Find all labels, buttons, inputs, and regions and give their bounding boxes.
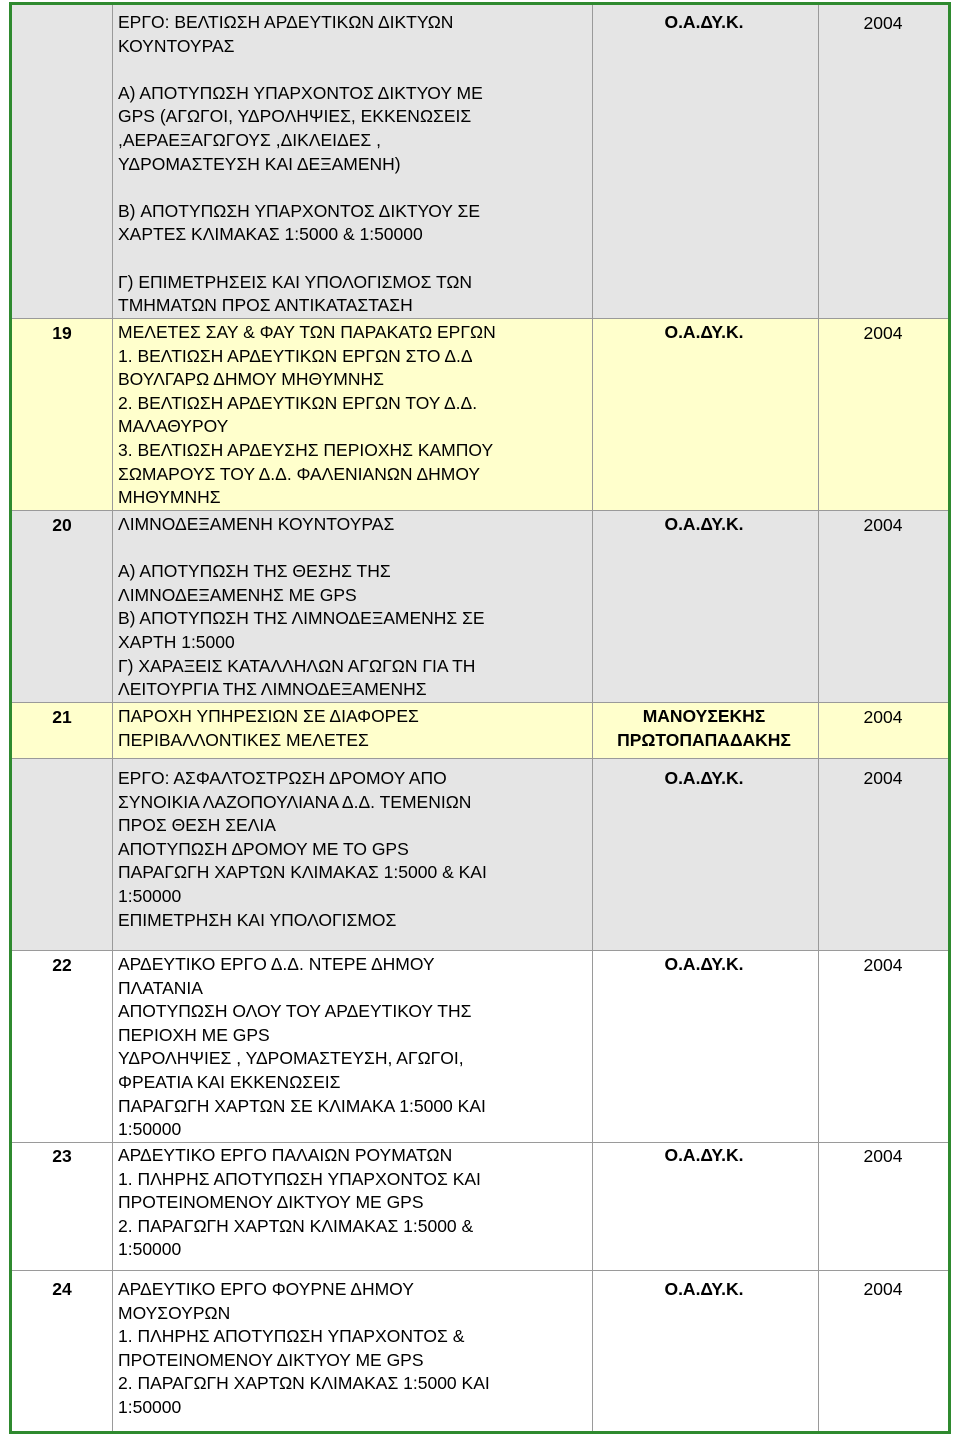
row-year: 2004: [863, 515, 903, 535]
row-organization: ΜΑΝΟΥΣΕΚΗΣ ΠΡΩΤΟΠΑΠΑΔΑΚΗΣ: [617, 706, 791, 750]
table-row: [12, 950, 948, 1142]
row-year: 2004: [863, 323, 903, 343]
row-organization: Ο.Α.ΔΥ.Κ.: [664, 768, 744, 788]
table-row: [12, 318, 948, 510]
row-year: 2004: [863, 13, 903, 33]
row-divider: [12, 510, 948, 511]
column-divider: [112, 5, 113, 1431]
row-organization: Ο.Α.ΔΥ.Κ.: [664, 1145, 744, 1165]
projects-table: [9, 2, 951, 1434]
row-description: ΑΡΔΕΥΤΙΚΟ ΕΡΓΟ Δ.Δ. ΝΤΕΡΕ ΔΗΜΟΥ ΠΛΑΤΑΝΙΑ ΑΠΟΤΥΠΩΣΗ ΟΛΟΥ ΤΟΥ ΑΡΔΕΥΤΙΚΟΥ ΤΗΣ ΠΕΡΙΟΧΗ ΜΕ GPS ΥΔΡΟΛΗΨΙΕΣ , ΥΔΡΟΜΑΣΤΕΥΣΗ, ΑΓΩΓΟΙ, ΦΡΕΑΤΙΑ ΚΑΙ ΕΚΚΕΝΩΣΕΙΣ ΠΑΡΑΓΩΓΗ ΧΑΡΤΩΝ ΣΕ ΚΛΙΜΑΚΑ 1:5000 ΚΑΙ 1:50000: [118, 954, 486, 1140]
row-organization: Ο.Α.ΔΥ.Κ.: [664, 322, 744, 342]
row-divider: [12, 1270, 948, 1271]
row-number: 20: [52, 515, 72, 535]
row-organization: Ο.Α.ΔΥ.Κ.: [664, 12, 744, 32]
row-divider: [12, 318, 948, 319]
row-year: 2004: [863, 707, 903, 727]
table-row: [12, 758, 948, 950]
row-number: 23: [52, 1146, 72, 1166]
row-divider: [12, 758, 948, 759]
table-row: [12, 702, 948, 758]
row-year: 2004: [863, 1279, 903, 1299]
row-divider: [12, 702, 948, 703]
row-description: ΑΡΔΕΥΤΙΚΟ ΕΡΓΟ ΦΟΥΡΝΕ ΔΗΜΟΥ ΜΟΥΣΟΥΡΩΝ 1. ΠΛΗΡΗΣ ΑΠΟΤΥΠΩΣΗ ΥΠΑΡΧΟΝΤΟΣ & ΠΡΟΤΕΙΝΟΜΕΝΟΥ ΔΙΚΤΥΟΥ ΜΕ GPS 2. ΠΑΡΑΓΩΓΗ ΧΑΡΤΩΝ ΚΛΙΜΑΚΑΣ 1:5000 ΚΑΙ 1:50000: [118, 1279, 490, 1417]
row-description: ΠΑΡΟΧΗ ΥΠΗΡΕΣΙΩΝ ΣΕ ΔΙΑΦΟΡΕΣ ΠΕΡΙΒΑΛΛΟΝΤΙΚΕΣ ΜΕΛΕΤΕΣ: [118, 706, 419, 750]
row-divider: [12, 1142, 948, 1143]
column-divider: [818, 5, 819, 1431]
column-divider: [592, 5, 593, 1431]
row-organization: Ο.Α.ΔΥ.Κ.: [664, 1279, 744, 1299]
table-row: [12, 510, 948, 702]
row-year: 2004: [863, 768, 903, 788]
row-description: ΕΡΓΟ: ΒΕΛΤΙΩΣΗ ΑΡΔΕΥΤΙΚΩΝ ΔΙΚΤΥΩΝ ΚΟΥΝΤΟΥΡΑΣ Α) ΑΠΟΤΥΠΩΣΗ ΥΠΑΡΧΟΝΤΟΣ ΔΙΚΤΥΟΥ ΜΕ GPS (ΑΓΩΓΟΙ, ΥΔΡΟΛΗΨΙΕΣ, ΕΚΚΕΝΩΣΕΙΣ ,ΑΕΡΑΕΞΑΓΩΓΟΥΣ ,ΔΙΚΛΕΙΔΕΣ , ΥΔΡΟΜΑΣΤΕΥΣΗ ΚΑΙ ΔΕΞΑΜΕΝΗ) Β) ΑΠΟΤΥΠΩΣΗ ΥΠΑΡΧΟΝΤΟΣ ΔΙΚΤΥΟΥ ΣΕ ΧΑΡΤΕΣ ΚΛΙΜΑΚΑΣ 1:5000 & 1:50000 Γ) ΕΠΙΜΕΤΡΗΣΕΙΣ ΚΑΙ ΥΠΟΛΟΓΙΣΜΟΣ ΤΩΝ ΤΜΗΜΑΤΩΝ ΠΡΟΣ ΑΝΤΙΚΑΤΑΣΤΑΣΗ: [118, 12, 483, 316]
table-row: [12, 1270, 948, 1431]
row-description: ΕΡΓΟ: ΑΣΦΑΛΤΟΣΤΡΩΣΗ ΔΡΟΜΟΥ ΑΠΟ ΣΥΝΟΙΚΙΑ ΛΑΖΟΠΟΥΛΙΑΝΑ Δ.Δ. ΤΕΜΕΝΙΩΝ ΠΡΟΣ ΘΕΣΗ ΣΕΛΙΑ ΑΠΟΤΥΠΩΣΗ ΔΡΟΜΟΥ ΜΕ ΤΟ GPS ΠΑΡΑΓΩΓΗ ΧΑΡΤΩΝ ΚΛΙΜΑΚΑΣ 1:5000 & ΚΑΙ 1:50000 ΕΠΙΜΕΤΡΗΣΗ ΚΑΙ ΥΠΟΛΟΓΙΣΜΟΣ: [118, 768, 487, 930]
row-year: 2004: [863, 955, 903, 975]
row-number: 21: [52, 707, 72, 727]
row-organization: Ο.Α.ΔΥ.Κ.: [664, 514, 744, 534]
row-description: ΑΡΔΕΥΤΙΚΟ ΕΡΓΟ ΠΑΛΑΙΩΝ ΡΟΥΜΑΤΩΝ 1. ΠΛΗΡΗΣ ΑΠΟΤΥΠΩΣΗ ΥΠΑΡΧΟΝΤΟΣ ΚΑΙ ΠΡΟΤΕΙΝΟΜΕΝΟΥ ΔΙΚΤΥΟΥ ΜΕ GPS 2. ΠΑΡΑΓΩΓΗ ΧΑΡΤΩΝ ΚΛΙΜΑΚΑΣ 1:5000 & 1:50000: [118, 1145, 481, 1260]
row-divider: [12, 950, 948, 951]
row-description: ΛΙΜΝΟΔΕΞΑΜΕΝΗ ΚΟΥΝΤΟΥΡΑΣ Α) ΑΠΟΤΥΠΩΣΗ ΤΗΣ ΘΕΣΗΣ ΤΗΣ ΛΙΜΝΟΔΕΞΑΜΕΝΗΣ ΜΕ GPS Β) ΑΠΟΤΥΠΩΣΗ ΤΗΣ ΛΙΜΝΟΔΕΞΑΜΕΝΗΣ ΣΕ ΧΑΡΤΗ 1:5000 Γ) ΧΑΡΑΞΕΙΣ ΚΑΤΑΛΛΗΛΩΝ ΑΓΩΓΩΝ ΓΙΑ ΤΗ ΛΕΙΤΟΥΡΓΙΑ ΤΗΣ ΛΙΜΝΟΔΕΞΑΜΕΝΗΣ: [118, 514, 485, 700]
row-year: 2004: [863, 1146, 903, 1166]
row-organization: Ο.Α.ΔΥ.Κ.: [664, 954, 744, 974]
row-number: 22: [52, 955, 72, 975]
row-number: 19: [52, 323, 72, 343]
row-description: ΜΕΛΕΤΕΣ ΣΑΥ & ΦΑΥ ΤΩΝ ΠΑΡΑΚΑΤΩ ΕΡΓΩΝ 1. ΒΕΛΤΙΩΣΗ ΑΡΔΕΥΤΙΚΩΝ ΕΡΓΩΝ ΣΤΟ Δ.Δ ΒΟΥΛΓΑΡΩ ΔΗΜΟΥ ΜΗΘΥΜΝΗΣ 2. ΒΕΛΤΙΩΣΗ ΑΡΔΕΥΤΙΚΩΝ ΕΡΓΩΝ ΤΟΥ Δ.Δ. ΜΑΛΑΘΥΡΟΥ 3. ΒΕΛΤΙΩΣΗ ΑΡΔΕΥΣΗΣ ΠΕΡΙΟΧΗΣ ΚΑΜΠΟΥ ΣΩΜΑΡΟΥΣ ΤΟΥ Δ.Δ. ΦΑΛΕΝΙΑΝΩΝ ΔΗΜΟΥ ΜΗΘΥΜΝΗΣ: [118, 322, 496, 508]
row-number: 24: [52, 1279, 72, 1299]
table-row: [12, 1142, 948, 1270]
table-row: [12, 5, 948, 318]
